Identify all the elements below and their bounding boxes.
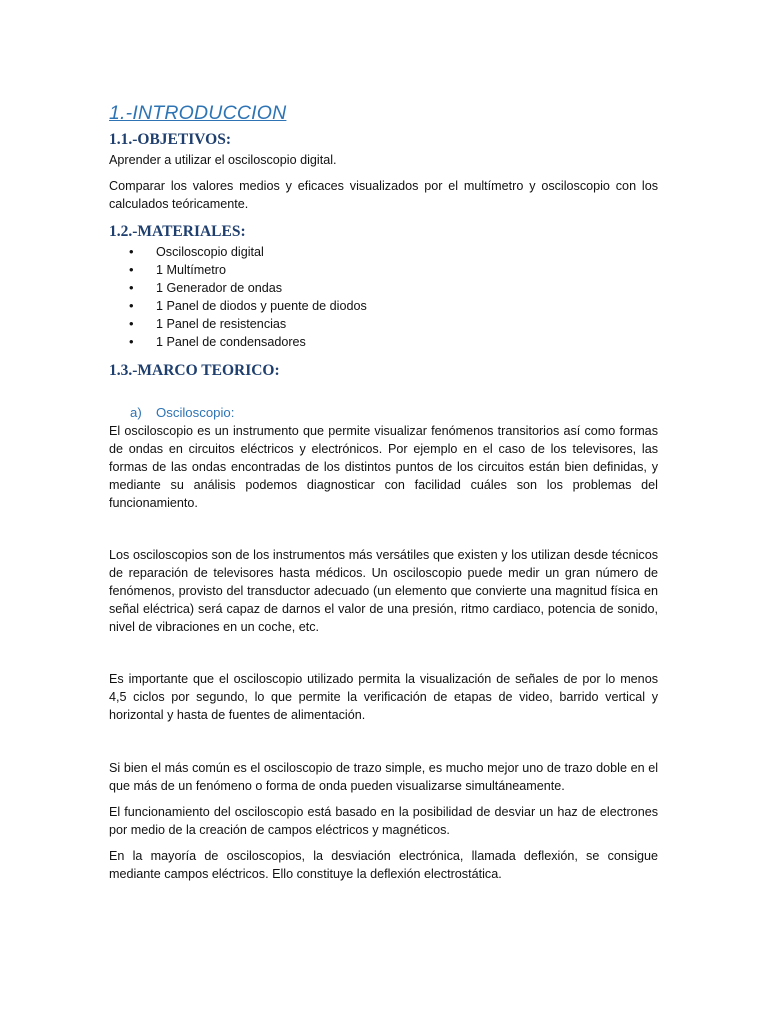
subheading-marker: a)	[130, 405, 142, 420]
bullet-icon: •	[129, 334, 134, 349]
marco-paragraph: Los osciloscopios son de los instrumentos más versátiles que existen y los utilizan desde técnicos de reparación de televisores hasta médicos. Un osciloscopio puede medir un gran número de fenómenos, provisto del transductor adecuado (un elemento que convierte una magnitud física en señal eléctrica) será capaz de darnos el valor de una presión, ritmo cardiaco, potencia de sonido, nivel de vibraciones en un coche, etc.	[109, 548, 658, 634]
bullet-icon: •	[129, 280, 134, 295]
subheading-osciloscopio	[130, 404, 658, 422]
heading-materiales: 1.2.-MATERIALES:	[109, 223, 246, 240]
list-item-text: 1 Multímetro	[156, 263, 226, 277]
bullet-icon: •	[129, 316, 134, 331]
list-item	[129, 333, 658, 351]
list-item-text: 1 Panel de resistencias	[156, 317, 287, 331]
marco-paragraph: El osciloscopio es un instrumento que permite visualizar fenómenos transitorios así como formas de ondas en circuitos eléctricos y electrónicos. Por ejemplo en el caso de los televisores, las formas de las ondas encontradas de los distintos puntos de los circuitos están bien definidas, y mediante su análisis podemos diagnosticar con facilidad cuáles son los problemas del funcionamiento.	[109, 424, 658, 510]
list-item	[129, 297, 658, 315]
heading-objetivos: 1.1.-OBJETIVOS:	[109, 131, 231, 148]
document-body	[109, 100, 658, 883]
marco-paragraph: En la mayoría de osciloscopios, la desviación electrónica, llamada deflexión, se consigue mediante campos eléctricos. Ello constituye la deflexión electrostática.	[109, 849, 658, 881]
list-item	[129, 261, 658, 279]
list-item	[129, 243, 658, 261]
bullet-icon: •	[129, 298, 134, 313]
marco-paragraph: Si bien el más común es el osciloscopio de trazo simple, es mucho mejor uno de trazo doble en el que más de un fenómeno o forma de onda pueden visualizarse simultáneamente.	[109, 761, 658, 793]
list-item	[129, 279, 658, 297]
list-item	[129, 315, 658, 333]
heading-marco-teorico: 1.3.-MARCO TEORICO:	[109, 362, 280, 379]
subheading-text: Osciloscopio:	[156, 405, 235, 420]
marco-paragraph: El funcionamiento del osciloscopio está basado en la posibilidad de desviar un haz de electrones por medio de la creación de campos eléctricos y magnéticos.	[109, 805, 658, 837]
objetivos-paragraph-1: Aprender a utilizar el osciloscopio digital.	[109, 153, 337, 167]
objetivos-paragraph-2: Comparar los valores medios y eficaces visualizados por el multímetro y osciloscopio con los calculados teóricamente.	[109, 179, 658, 211]
list-item-text: 1 Panel de condensadores	[156, 335, 306, 349]
list-item-text: 1 Generador de ondas	[156, 281, 283, 295]
section-title-introduccion: 1.-INTRODUCCION	[109, 102, 287, 124]
list-item-text: 1 Panel de diodos y puente de diodos	[156, 299, 367, 313]
marco-paragraph: Es importante que el osciloscopio utilizado permita la visualización de señales de por lo menos 4,5 ciclos por segundo, lo que permite la verificación de etapas de video, barrido vertical y horizontal y hasta de fuentes de alimentación.	[109, 672, 658, 722]
bullet-icon: •	[129, 262, 134, 277]
list-item-text: Osciloscopio digital	[156, 245, 264, 259]
materiales-list	[109, 243, 658, 351]
bullet-icon: •	[129, 244, 134, 259]
